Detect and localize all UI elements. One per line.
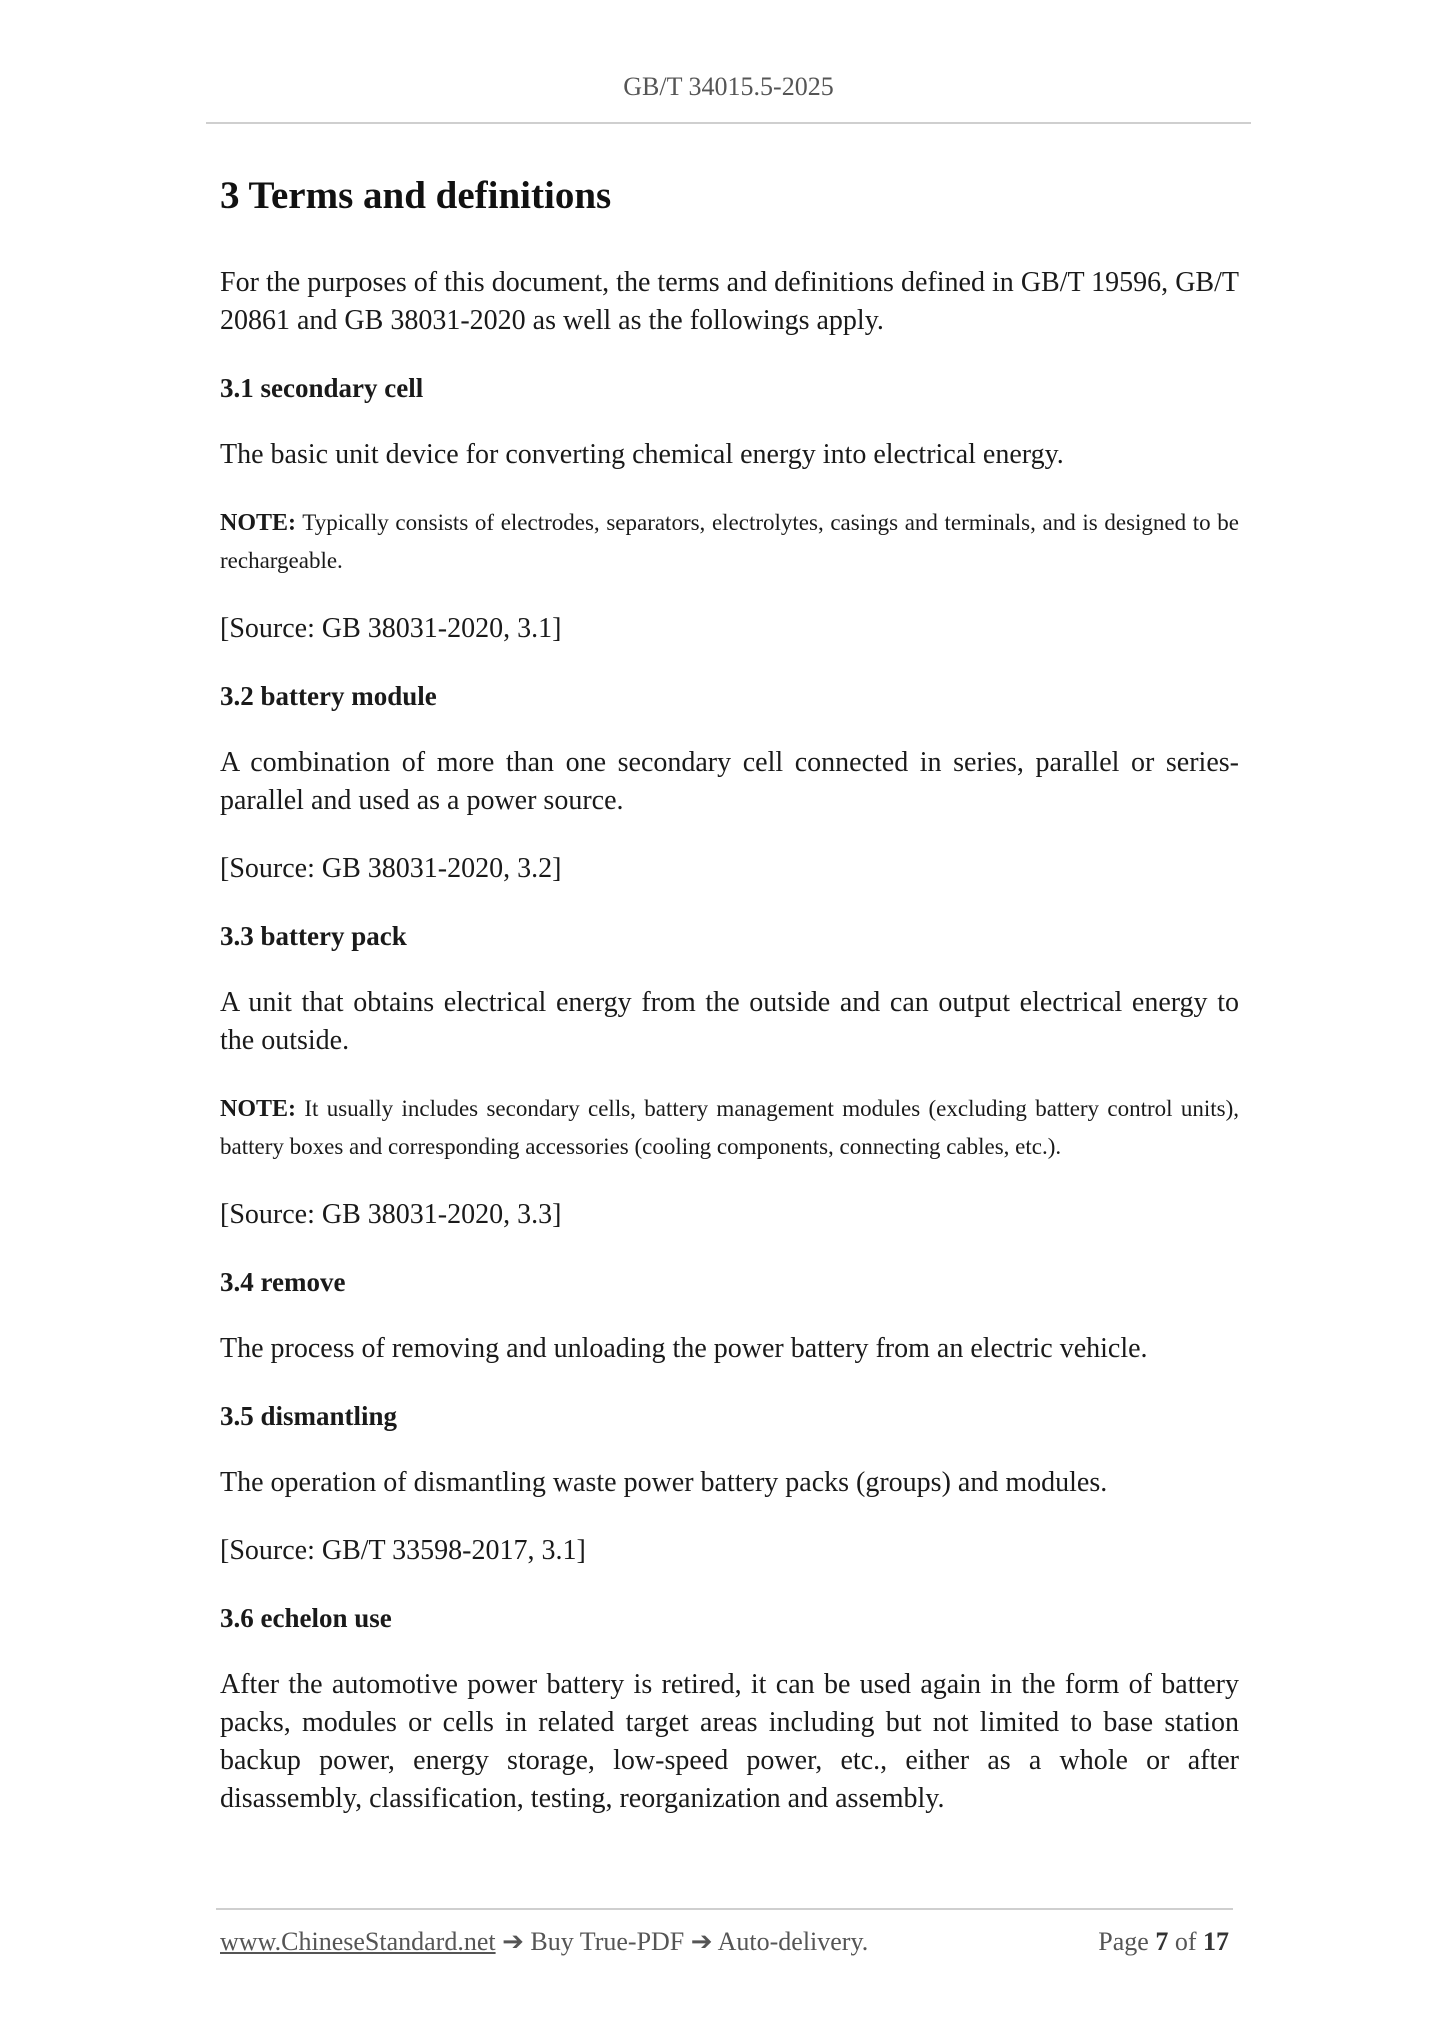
term-source: [Source: GB/T 33598-2017, 3.1]: [220, 1535, 586, 1566]
term-definition: A combination of more than one secondary cell connected in series, parallel or series-parallel and used as a power source.: [220, 747, 1239, 816]
term-definition: A unit that obtains electrical energy from the outside and can output electrical energy to the outside.: [220, 987, 1239, 1056]
term-source: [Source: GB 38031-2020, 3.1]: [220, 613, 562, 644]
term-heading: 3.5 dismantling: [220, 1401, 398, 1431]
note-label: NOTE:: [220, 1096, 297, 1122]
page-content: [220, 170, 1239, 1848]
page-of: of: [1174, 1927, 1197, 1956]
term-note: [220, 1090, 1239, 1166]
term-heading: 3.4 remove: [220, 1267, 346, 1297]
term-heading: 3.3 battery pack: [220, 921, 407, 951]
promo-text: ➔ Buy True-PDF ➔ Auto-delivery.: [502, 1927, 869, 1956]
total-pages: 17: [1203, 1927, 1229, 1956]
note-label: NOTE:: [220, 510, 297, 536]
term-note: [220, 504, 1239, 580]
note-text: Typically consists of electrodes, separators, electrolytes, casings and terminals, and is designed to be rechargeable.: [220, 510, 1239, 573]
term-definition: The operation of dismantling waste power battery packs (groups) and modules.: [220, 1467, 1108, 1498]
note-text: It usually includes secondary cells, battery management modules (excluding battery control units), battery boxes and corresponding accessories (cooling components, connecting cables, etc.).: [220, 1096, 1239, 1159]
term-source: [Source: GB 38031-2020, 3.2]: [220, 853, 562, 884]
running-header: GB/T 34015.5-2025: [623, 72, 834, 101]
term-definition: The process of removing and unloading the power battery from an electric vehicle.: [220, 1333, 1148, 1364]
term-heading: 3.6 echelon use: [220, 1603, 392, 1633]
website-link[interactable]: www.ChineseStandard.net: [220, 1927, 496, 1956]
term-definition: The basic unit device for converting chemical energy into electrical energy.: [220, 439, 1064, 470]
term-definition: After the automotive power battery is retired, it can be used again in the form of battery packs, modules or cells in related target areas including but not limited to base station backup power, energy storage, low-speed power, etc., either as a whole or after disassembly, classification, testing, reorganization and assembly.: [220, 1669, 1239, 1814]
footer-divider: [216, 1908, 1233, 1910]
section-intro: For the purposes of this document, the terms and definitions defined in GB/T 19596, GB/T 20861 and GB 38031-2020 as well as the followings apply.: [220, 267, 1239, 336]
header-divider: [206, 122, 1251, 124]
section-title: 3 Terms and definitions: [220, 174, 612, 217]
term-heading: 3.1 secondary cell: [220, 373, 424, 403]
term-source: [Source: GB 38031-2020, 3.3]: [220, 1199, 562, 1230]
page-indicator: [1098, 1927, 1229, 1957]
footer-promo: [220, 1927, 868, 1957]
page-label: Page: [1098, 1927, 1149, 1956]
term-heading: 3.2 battery module: [220, 681, 437, 711]
current-page: 7: [1155, 1927, 1169, 1956]
